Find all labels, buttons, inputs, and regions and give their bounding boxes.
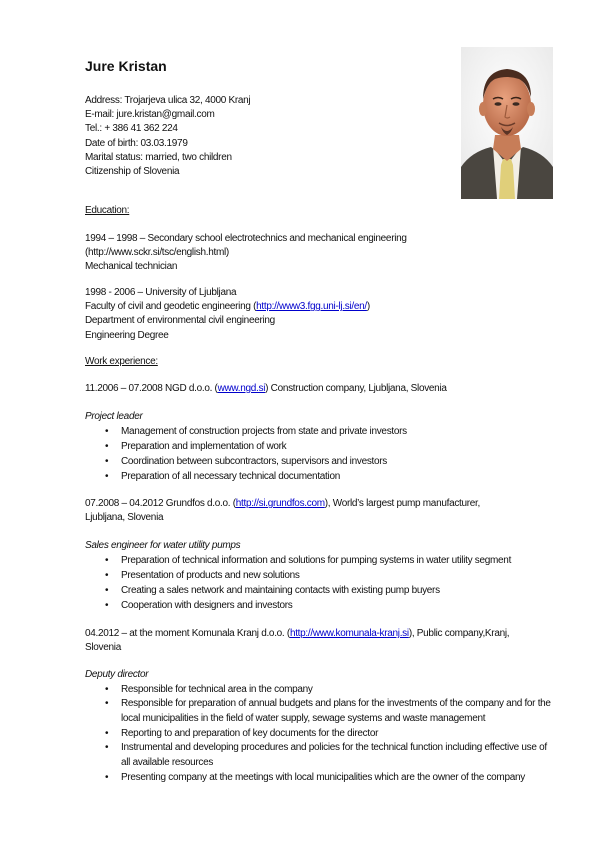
job-grundfos xyxy=(85,497,480,525)
work-heading: Work experience: xyxy=(85,356,158,367)
job-komunala-bullets xyxy=(85,682,551,785)
education-entry-secondary xyxy=(85,232,407,275)
list-item: • Creating a sales network and maintaining contacts with existing pump buyers xyxy=(85,583,511,598)
job-ngd xyxy=(85,382,447,396)
grundfos-link[interactable]: http://si.grundfos.com xyxy=(235,498,325,509)
person-name: Jure Kristan xyxy=(85,58,167,74)
text-fragment: Faculty of civil and geodetic engineering ( xyxy=(85,301,257,313)
list-item: • Coordination between subcontractors, supervisors and investors xyxy=(85,454,407,469)
list-item: • Reporting to and preparation of key documents for the director xyxy=(85,726,551,741)
list-item: • Presentation of products and new solutions xyxy=(85,568,511,583)
education-entry-university xyxy=(85,286,370,343)
komunala-link[interactable]: http://www.komunala-kranj.si xyxy=(289,628,409,639)
job-title-line xyxy=(85,497,480,511)
list-item: • Cooperation with designers and investors xyxy=(85,598,511,613)
job-title-line xyxy=(85,627,509,641)
list-item: • Preparation and implementation of work xyxy=(85,439,407,454)
job-title-line: Slovenia xyxy=(85,642,121,654)
list-item: • Management of construction projects from state and private investors xyxy=(85,424,407,439)
ngd-link[interactable]: www.ngd.si xyxy=(217,383,266,394)
job-role: Project leader xyxy=(85,411,143,422)
education-entry-line xyxy=(85,300,370,314)
text-fragment: ) xyxy=(366,301,370,313)
job-komunala xyxy=(85,627,509,655)
address-line: Address: Trojarjeva ulica 32, 4000 Kranj xyxy=(85,95,251,106)
job-title-line: Ljubljana, Slovenia xyxy=(85,512,164,524)
education-entry-line: Mechanical technician xyxy=(85,261,178,273)
text-fragment: ) Construction company, Ljubljana, Slovenia xyxy=(265,383,447,394)
citizenship-line: Citizenship of Slovenia xyxy=(85,166,180,178)
text-fragment: ), World’s largest pump manufacturer, xyxy=(324,498,481,509)
list-item: • Instrumental and developing procedures and policies for the technical function including effective use of all available resources xyxy=(85,741,551,770)
text-fragment: 11.2006 – 07.2008 NGD d.o.o. ( xyxy=(85,383,218,394)
job-grundfos-bullets xyxy=(85,553,511,613)
text-fragment: 04.2012 – at the moment Komunala Kranj d.o.o. ( xyxy=(85,628,290,639)
education-entry-line: (http://www.sckr.si/tsc/english.html) xyxy=(85,247,229,259)
job-title-line xyxy=(85,382,447,396)
job-role: Sales engineer for water utility pumps xyxy=(85,540,241,551)
contact-details xyxy=(85,94,250,179)
education-section xyxy=(85,204,129,218)
list-item: • Presenting company at the meetings with local municipalities which are the owner of the company xyxy=(85,770,551,785)
email-line: E-mail: jure.kristan@gmail.com xyxy=(85,109,215,121)
education-entry-line: 1994 – 1998 – Secondary school electrotechnics and mechanical engineering xyxy=(85,233,407,244)
text-fragment: 07.2008 – 04.2012 Grundfos d.o.o. ( xyxy=(85,498,236,509)
phone-line: Tel.: + 386 41 362 224 xyxy=(85,123,178,135)
list-item: • Responsible for technical area in the company xyxy=(85,682,551,697)
list-item: • Preparation of technical information and solutions for pumping systems in water utility segment xyxy=(85,553,511,568)
text-fragment: ), Public company,Kranj, xyxy=(408,628,510,639)
education-entry-line: Engineering Degree xyxy=(85,329,169,341)
job-role: Deputy director xyxy=(85,669,149,680)
faculty-link[interactable]: http://www3.fgg.uni-lj.si/en/ xyxy=(256,301,367,313)
list-item: • Preparation of all necessary technical documentation xyxy=(85,469,407,484)
education-entry-line: Department of environmental civil engineering xyxy=(85,315,275,327)
date-of-birth-line: Date of birth: 03.03.1979 xyxy=(85,137,188,149)
work-section xyxy=(85,355,158,369)
job-ngd-bullets xyxy=(85,424,407,484)
education-entry-line: 1998 - 2006 – University of Ljubljana xyxy=(85,287,237,298)
portrait-photo xyxy=(461,47,553,199)
marital-status-line: Marital status: married, two children xyxy=(85,151,232,163)
education-heading: Education: xyxy=(85,205,130,216)
list-item: • Responsible for preparation of annual budgets and plans for the investments of the company and for the local municipalities in the field of water supply, sewage systems and waste management xyxy=(85,697,551,726)
